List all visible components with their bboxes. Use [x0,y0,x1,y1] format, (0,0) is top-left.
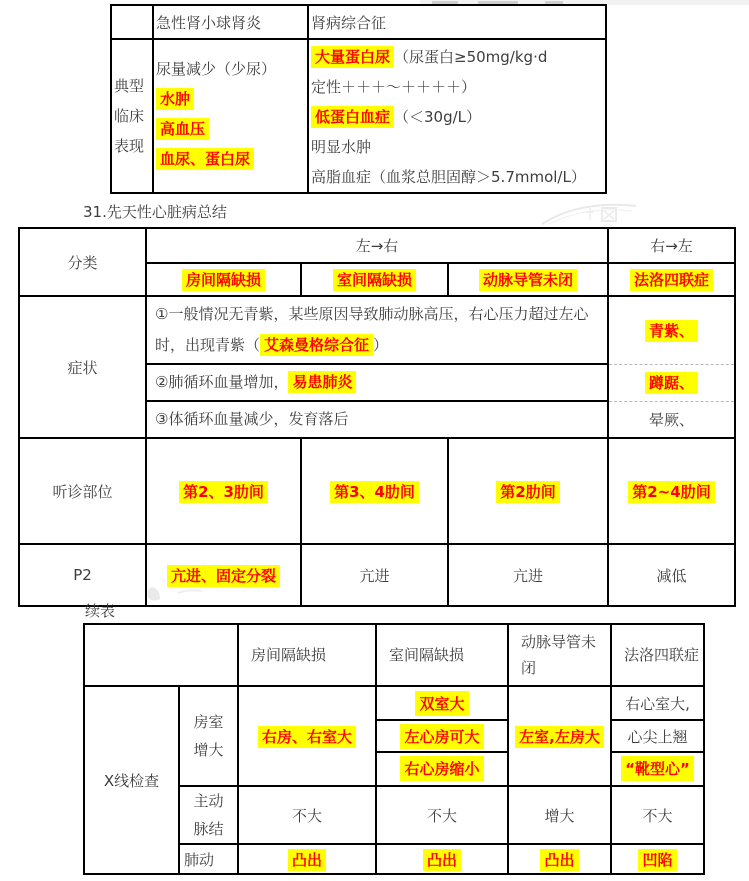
left-atrium-highlight: 左心房可大 [400,724,483,749]
t3-header-tof: 法洛四联症 [611,624,704,686]
chamber-asd-highlight: 右房、右室大 [258,726,356,748]
t1-row-label-clinical [111,39,153,193]
t2-cyanosis-cell [608,296,735,364]
t2-disease-pda [448,263,608,296]
pulm-asd-highlight: 凸出 [288,849,326,871]
qualitative-detail: 定性＋＋＋～＋＋＋＋） [311,78,477,96]
boot-heart-highlight: “靴型心” [621,756,694,781]
asd-highlight: 房间隔缺损 [182,269,265,291]
symptom2-text: ②肺循环血量增加， [155,373,289,391]
oliguria-text: 尿量减少（少尿） [156,60,277,78]
t1-corner-cell [111,5,153,39]
p2-asd-highlight: 亢进、固定分裂 [167,565,280,587]
t2-disease-asd [146,263,301,296]
proteinuria-detail: （尿蛋白≥50mg/kg·d [394,48,548,66]
t1-cell-nephrotic-findings [308,39,606,193]
t3-aorta-vsd: 不大 [376,786,508,844]
t2-right-to-left-header: 右→左 [608,228,735,263]
auscult-tof-highlight: 第2~4肋间 [628,481,714,503]
hypoalbuminemia-detail: （＜30g/L） [394,108,482,126]
t3-aorta-pda: 增大 [508,786,611,844]
t3-header-asd: 房间隔缺损 [238,624,376,686]
t3-xray-label: X线检查 [84,686,179,874]
squatting-highlight: 蹲踞、 [645,372,698,394]
hypertension-highlight: 高血压 [156,118,209,140]
auscult-asd-highlight: 第2、3肋间 [179,481,268,503]
t2-p2-label: P2 [19,544,146,606]
cyanosis-highlight: 青紫、 [645,320,698,342]
aorta-label-line: 脉结 [193,820,224,838]
t1-header-acute-nephritis: 急性肾小球肾炎 [153,5,308,39]
tof-highlight: 法洛四联症 [630,269,713,291]
t3-pulm-asd [238,844,376,874]
watermark-blob-icon [138,583,208,609]
t1-header-nephrotic-syndrome: 肾病综合征 [308,5,606,39]
right-atrium-highlight: 右心房缩小 [400,756,483,781]
t2-auscult-vsd [301,438,448,544]
pulm-vsd-highlight: 凸出 [423,849,461,871]
t2-symptom-2 [146,364,608,401]
t3-chamber-asd [238,686,376,786]
t1-row-label-line: 典型 [114,77,145,95]
t2-p2-vsd: 亢进 [301,544,448,606]
vsd-highlight: 室间隔缺损 [333,269,416,291]
continued-table-label: 续表 [85,602,116,620]
chamber-label-line: 增大 [193,741,224,759]
hypoalbuminemia-highlight: 低蛋白血症 [311,106,394,128]
edema-highlight: 水肿 [156,88,194,110]
hematuria-proteinuria-highlight: 血尿、蛋白尿 [156,148,254,170]
t2-disease-vsd [301,263,448,296]
auscult-pda-highlight: 第2肋间 [496,481,559,503]
massive-proteinuria-highlight: 大量蛋白尿 [311,46,394,68]
t2-symptom-label: 症状 [19,296,146,438]
t2-auscultation-label: 听诊部位 [19,438,146,544]
t2-symptom-3: ③体循环血量减少，发育落后 [146,401,608,438]
t3-header-vsd: 室间隔缺损 [376,624,508,686]
t2-p2-tof: 减低 [608,544,735,606]
eisenmenger-highlight: 艾森曼格综合征 [260,334,373,356]
t3-pulm-pda [508,844,611,874]
t3-aorta-asd: 不大 [238,786,376,844]
t2-p2-pda: 亢进 [448,544,608,606]
t2-auscult-asd [146,438,301,544]
t2-class-label: 分类 [19,228,146,296]
t3-chamber-pda [508,686,611,786]
chamber-label-line: 房室 [193,713,224,731]
section-title: 31.先天性心脏病总结 [83,203,227,221]
t3-pulm-tof [611,844,704,874]
pda-highlight: 动脉导管未闭 [479,269,577,291]
pulm-pda-highlight: 凸出 [540,849,578,871]
t1-row-label-line: 临床 [114,107,145,125]
pneumonia-highlight: 易患肺炎 [288,371,356,393]
t3-chamber-vsd [376,686,508,786]
aorta-label-line: 主动 [193,792,224,810]
t2-squatting-cell [608,364,735,401]
symptom1-close: ） [373,336,389,354]
nephritis-comparison-table [110,4,607,194]
apex-uptilt-text: 心尖上翘 [627,727,688,746]
t3-chamber-tof [611,686,704,786]
pulm-tof-highlight: 凹陷 [638,849,676,871]
biventricular-highlight: 双室大 [415,691,468,716]
t2-symptom-1 [146,296,608,364]
right-ventricle-text: 右心室大, [625,694,690,713]
t2-syncope-cell: 晕厥、 [608,401,735,438]
watermark-arc-icon [540,194,640,230]
t3-header-pda: 动脉导管未闭 [508,624,611,686]
t3-pulm-vsd [376,844,508,874]
t3-chamber-enlargement-label [179,686,238,786]
t3-aorta-tof: 不大 [611,786,704,844]
auscult-vsd-highlight: 第3、4肋间 [330,481,419,503]
hyperlipidemia-text: 高脂血症（血浆总胆固醇＞5.7mmol/L） [311,168,586,186]
obvious-edema-text: 明显水肿 [311,138,372,156]
t1-cell-acute-findings [153,39,308,193]
t2-auscult-pda [448,438,608,544]
t2-disease-tof [608,263,735,296]
congenital-heart-summary-table [18,227,736,607]
xray-findings-table [83,623,705,875]
t1-row-label-line: 表现 [114,137,145,155]
t3-pulmonary-label: 肺动 [179,844,238,874]
chamber-pda-highlight: 左室,左房大 [515,726,604,748]
t3-corner-cell [84,624,238,686]
t3-aortic-knob-label [179,786,238,844]
t2-left-to-right-header: 左→右 [146,228,608,263]
t2-auscult-tof [608,438,735,544]
symptom1-text: ①一般情况无青紫，某些原因导致肺动脉高压，右心压力超过左心时，出现青紫（ [155,305,589,354]
